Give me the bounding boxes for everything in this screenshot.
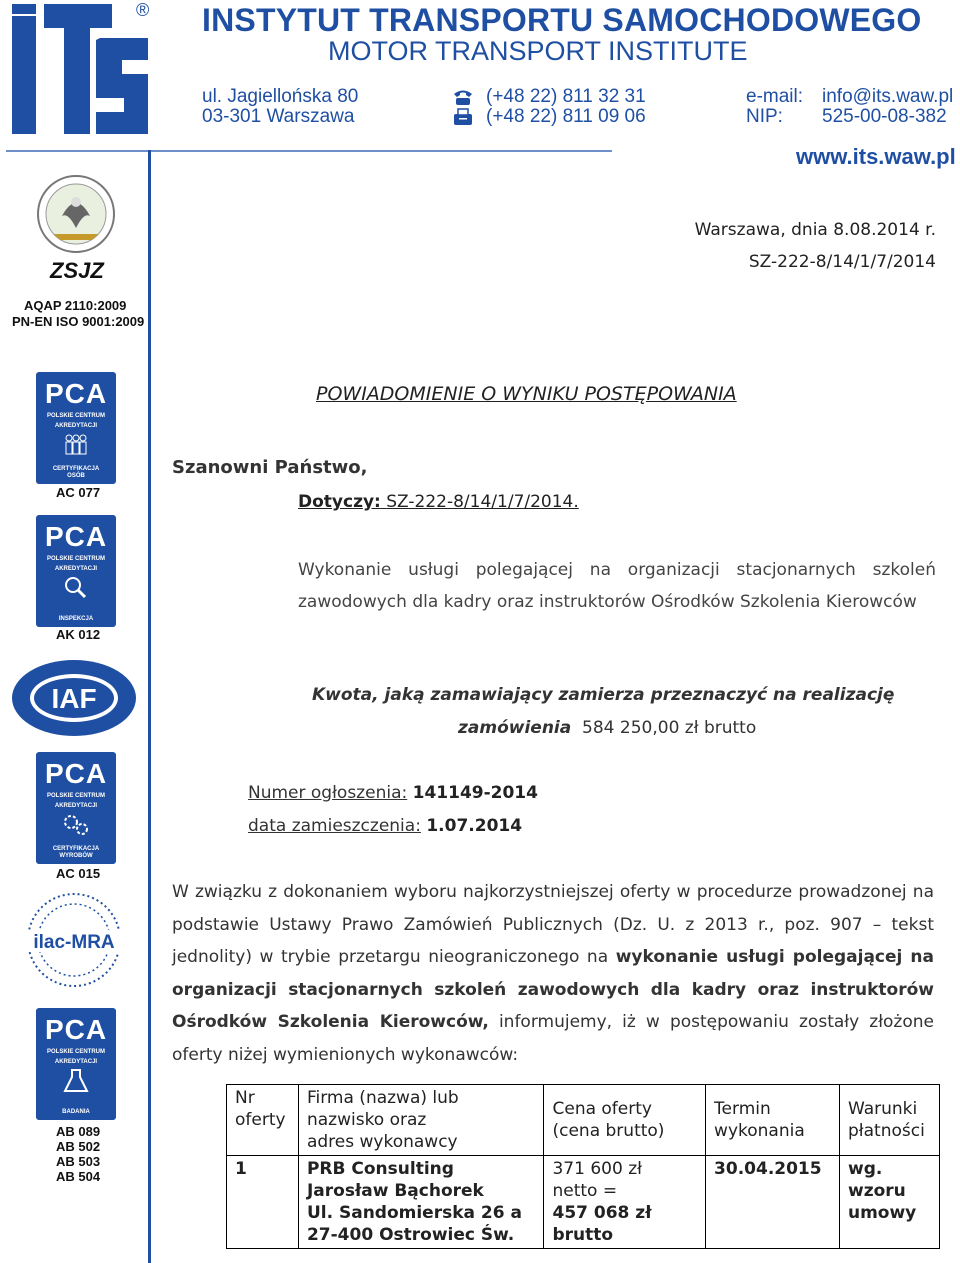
pca-code-ac077: AC 077 bbox=[56, 485, 101, 500]
header-firm: Firma (nazwa) lub nazwisko oraz adres wykonawcy bbox=[298, 1085, 544, 1156]
website-link[interactable]: www.its.waw.pl bbox=[796, 144, 956, 169]
notice-number-line: Numer ogłoszenia: 141149-2014 bbox=[248, 783, 538, 803]
cell-price: 371 600 zł netto = 457 068 zł brutto bbox=[544, 1156, 706, 1249]
svg-text:ilac-MRA: ilac-MRA bbox=[33, 932, 115, 953]
header-nr: Nr oferty bbox=[227, 1085, 299, 1156]
table-header-row bbox=[227, 1085, 940, 1156]
cell-firm: PRB Consulting Jarosław Bąchorek Ul. Sandomierska 26 a 27-400 Ostrowiec Św. bbox=[298, 1156, 544, 1249]
page-title: POWIADOMIENIE O WYNIKU POSTĘPOWANIA bbox=[316, 383, 737, 405]
zsjz-standard-1: AQAP 2110:2009 bbox=[24, 298, 127, 313]
sidebar-divider bbox=[148, 150, 151, 1263]
institute-name-pl: INSTYTUT TRANSPORTU SAMOCHODOWEGO bbox=[202, 2, 922, 38]
fax-icon bbox=[452, 108, 474, 126]
document-date: Warszawa, dnia 8.08.2014 r. bbox=[694, 220, 936, 240]
pca-logo: PCA bbox=[44, 378, 108, 409]
zsjz-label: ZSJZ bbox=[50, 258, 104, 283]
header-divider bbox=[6, 150, 612, 152]
email-link[interactable]: info@its.waw.pl bbox=[822, 86, 954, 107]
offers-table bbox=[226, 1084, 940, 1249]
address-street: ul. Jagiellońska 80 bbox=[202, 86, 359, 107]
its-logo bbox=[4, 4, 154, 146]
nip-label: NIP: bbox=[746, 106, 783, 127]
registered-mark: ® bbox=[136, 0, 150, 20]
lab-codes: AB 089 AB 502 AB 503 AB 504 bbox=[56, 1124, 101, 1184]
regarding-value: SZ-222-8/14/1/7/2014. bbox=[386, 492, 579, 512]
header-payment: Warunki płatności bbox=[839, 1085, 939, 1156]
pca-badge-inspection: PCA POLSKIE CENTRUM AKREDYTACJI INSPEKCJA bbox=[36, 515, 116, 627]
svg-text:IAF: IAF bbox=[51, 683, 97, 714]
table-row bbox=[227, 1156, 940, 1249]
zsjz-standard-2: PN-EN ISO 9001:2009 bbox=[12, 314, 145, 329]
notice-number: 141149-2014 bbox=[412, 783, 538, 803]
iaf-emblem bbox=[10, 658, 138, 738]
header-price: Cena oferty (cena brutto) bbox=[544, 1085, 706, 1156]
address-city: 03-301 Warszawa bbox=[202, 106, 355, 127]
pca-badge-testing: PCA POLSKIE CENTRUM AKREDYTACJI BADANIA bbox=[36, 1008, 116, 1120]
phone-number: (+48 22) 811 32 31 bbox=[486, 86, 646, 107]
header-term: Termin wykonania bbox=[706, 1085, 840, 1156]
subject-text: Wykonanie usługi polegającej na organizacji stacjonarnych szkoleń zawodowych dla kadry oraz instruktorów Ośrodków Szkolenia Kierowców bbox=[298, 560, 936, 612]
amount-line: zamówienia 584 250,00 zł brutto bbox=[458, 718, 757, 738]
publication-date: 1.07.2014 bbox=[426, 816, 523, 836]
pca-code-ak012: AK 012 bbox=[56, 627, 101, 642]
body-paragraph: W związku z dokonaniem wyboru najkorzystniejszej oferty w procedurze prowadzonej na podstawie Ustawy Prawo Zamówień Publicznych (Dz. U. z 2013 r., poz. 907 – tekst jednolity) w trybie przetargu nieograniczonego na wykonanie usługi polegającej na organizacji stacjonarnych szkoleń zawodowych dla kadry oraz instruktorów Ośrodków Szkolenia Kierowców, informujemy, iż w postępowaniu zostały złożone oferty niżej wymienionych wykonawców: bbox=[172, 882, 935, 1065]
nip-value: 525-00-08-382 bbox=[822, 106, 947, 127]
document-reference: SZ-222-8/14/1/7/2014 bbox=[748, 252, 936, 272]
cell-payment: wg. wzoru umowy bbox=[839, 1156, 939, 1249]
fax-number: (+48 22) 811 09 06 bbox=[486, 106, 646, 127]
cell-term: 30.04.2015 bbox=[706, 1156, 840, 1249]
pca-badge-persons: PCA POLSKIE CENTRUM AKREDYTACJI CERTYFIKACJA OSÓB bbox=[36, 372, 116, 484]
regarding-label: Dotyczy: bbox=[298, 492, 381, 512]
regarding-line bbox=[298, 492, 579, 512]
people-icon bbox=[61, 432, 91, 458]
amount-label: Kwota, jaką zamawiający zamierza przeznaczyć na realizację bbox=[312, 685, 895, 705]
magnifier-icon bbox=[61, 575, 91, 601]
institute-name-en: MOTOR TRANSPORT INSTITUTE bbox=[328, 36, 748, 66]
pca-code-ac015: AC 015 bbox=[56, 866, 101, 881]
ilac-mra-emblem bbox=[22, 890, 126, 990]
phone-icon bbox=[452, 88, 474, 106]
email-label: e-mail: bbox=[746, 86, 804, 107]
amount-value: 584 250,00 zł brutto bbox=[582, 718, 757, 738]
greeting: Szanowni Państwo, bbox=[172, 457, 368, 478]
pca-badge-products: PCA POLSKIE CENTRUM AKREDYTACJI CERTYFIKACJA WYROBÓW bbox=[36, 752, 116, 864]
cell-nr: 1 bbox=[227, 1156, 299, 1249]
gears-icon bbox=[61, 812, 91, 838]
publication-date-line: data zamieszczenia: 1.07.2014 bbox=[248, 816, 523, 836]
flask-icon bbox=[61, 1068, 91, 1094]
